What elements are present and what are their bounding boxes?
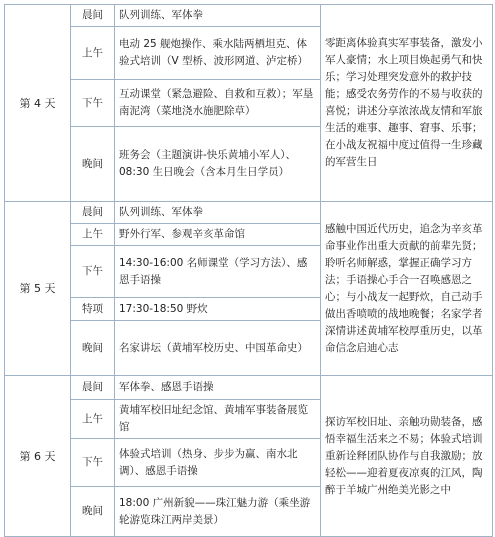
activity-cell: 队列训练、军体拳 <box>115 202 321 224</box>
activity-cell: 班务会（主题演讲-快乐黄埔小军人）、08:30 生日晚会（含本月生日学员） <box>115 127 321 202</box>
activity-cell: 互动课堂（紧急避险、自救和互救）；军垦南泥湾（菜地浇水施肥除草） <box>115 80 321 127</box>
activity-cell: 17:30-18:50 野炊 <box>115 298 321 321</box>
time-slot: 晨间 <box>71 202 115 224</box>
time-slot: 晨间 <box>71 376 115 400</box>
time-slot: 下午 <box>71 246 115 298</box>
time-slot: 特项 <box>71 298 115 321</box>
day-label: 第 5 天 <box>5 202 71 376</box>
time-slot: 上午 <box>71 224 115 246</box>
activity-cell: 名家讲坛（黄埔军校历史、中国革命史） <box>115 321 321 376</box>
table-row <box>5 202 493 224</box>
time-slot: 晨间 <box>71 5 115 27</box>
time-slot: 晚间 <box>71 487 115 537</box>
day-note: 感触中国近代历史，追念为辛亥革命事业作出重大贡献的前辈先贤；聆听名师解惑，掌握正确学习方法；手语操心手合一召唤感恩之心；与小战友一起野炊，自己动手做出香喷喷的战地晚餐；名家学者深情讲述黄埔军校厚重历史，以革命信念启迪心志 <box>321 202 493 376</box>
activity-cell: 电动 25 舰炮操作、乘水陆两栖坦克、体验式培训（V 型桥、波形网道、泸定桥） <box>115 27 321 80</box>
schedule-table <box>4 4 493 537</box>
time-slot: 上午 <box>71 27 115 80</box>
activity-cell: 黄埔军校旧址纪念馆、黄埔军事装备展览馆 <box>115 400 321 439</box>
day-label: 第 6 天 <box>5 376 71 537</box>
table-row <box>5 376 493 400</box>
activity-cell: 18:00 广州新貌——珠江魅力游（乘坐游轮游览珠江两岸美景） <box>115 487 321 537</box>
activity-cell: 军体拳、感恩手语操 <box>115 376 321 400</box>
table-row <box>5 5 493 27</box>
day-label: 第 4 天 <box>5 5 71 202</box>
time-slot: 下午 <box>71 439 115 487</box>
time-slot: 下午 <box>71 80 115 127</box>
time-slot: 晚间 <box>71 321 115 376</box>
activity-cell: 14:30-16:00 名师课堂（学习方法）、感恩手语操 <box>115 246 321 298</box>
time-slot: 晚间 <box>71 127 115 202</box>
day-note: 探访军校旧址、亲触功勋装备，感悟幸福生活来之不易；体验式培训重新诠释团队协作与自我激励；放轻松——迎着夏夜凉爽的江风，陶醉于羊城广州绝美光影之中 <box>321 376 493 537</box>
day-note: 零距离体验真实军事装备，激发小军人豪情；水上项目焕起勇气和快乐；学习处理突发意外的救护技能；感受农务劳作的不易与收获的喜悦；讲述分享浓浓战友情和军旅生活的难事、趣事、窘事、乐事；在小战友祝福中度过值得一生珍藏的军营生日 <box>321 5 493 202</box>
activity-cell: 野外行军、参观辛亥革命馆 <box>115 224 321 246</box>
time-slot: 上午 <box>71 400 115 439</box>
activity-cell: 队列训练、军体拳 <box>115 5 321 27</box>
activity-cell: 体验式培训（热身、步步为赢、南水北调）、感恩手语操 <box>115 439 321 487</box>
